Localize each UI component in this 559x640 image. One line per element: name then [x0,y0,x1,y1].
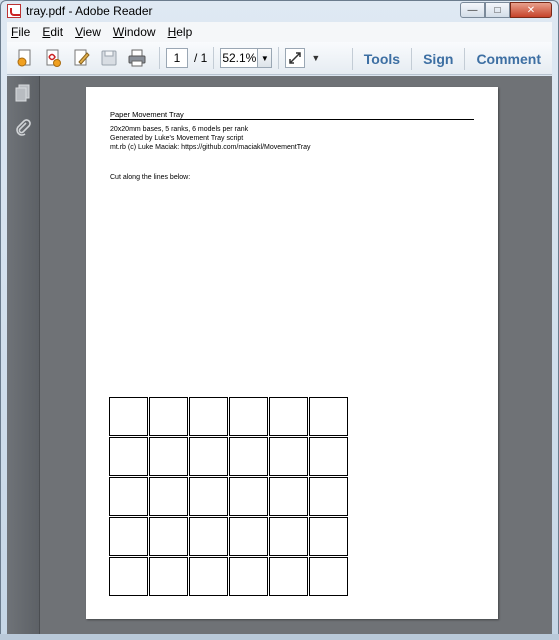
menu-help[interactable]: Help [167,25,193,39]
tray-cell [269,557,308,596]
toolbar-separator [159,47,160,69]
sign-button[interactable]: Sign [423,50,454,67]
close-button[interactable]: ✕ [510,2,552,18]
expand-arrows-icon [288,51,302,65]
tray-cell [229,557,268,596]
open-file-icon[interactable] [13,46,37,70]
tray-cell [109,517,148,556]
fit-page-button[interactable] [285,48,305,68]
tray-cell [309,477,348,516]
chevron-down-icon: ▼ [260,53,269,63]
tray-cell [149,517,188,556]
page-total-label: / 1 [194,51,208,65]
tray-cell [189,397,228,436]
tray-cell [269,437,308,476]
tray-cell [149,397,188,436]
tray-cell [269,517,308,556]
right-panel-links [352,42,552,75]
tray-cell [149,557,188,596]
create-pdf-icon[interactable] [41,46,65,70]
title-divider [110,119,474,120]
window-controls [460,2,552,18]
tray-cell [269,477,308,516]
movement-tray-grid [109,397,348,596]
zoom-input[interactable]: 52.1% [220,48,258,68]
document-line: mt.rb (c) Luke Maciak: https://github.com/maciakl/MovementTray [110,144,311,151]
edit-pdf-icon[interactable] [69,46,93,70]
window-bottom-border [0,634,559,640]
tray-cell [189,437,228,476]
tools-button[interactable]: Tools [363,50,401,67]
tray-cell [229,517,268,556]
tray-cell [149,477,188,516]
page-thumbnails-icon[interactable] [15,84,31,102]
document-area[interactable] [39,76,552,635]
pdf-file-icon [7,4,21,18]
menu-window[interactable]: Window [112,25,156,39]
pdf-page [86,87,498,619]
navigation-pane [7,76,39,635]
minimize-button[interactable]: — [460,2,485,18]
cut-instruction: Cut along the lines below: [110,174,191,181]
document-line: 20x20mm bases, 5 ranks, 6 models per rank [110,126,249,133]
tray-cell [229,397,268,436]
tray-cell [189,557,228,596]
toolbar-separator [278,47,279,69]
comment-button[interactable]: Comment [476,50,541,67]
tray-cell [109,557,148,596]
maximize-button[interactable]: □ [485,2,510,18]
tray-cell [189,477,228,516]
document-title: Paper Movement Tray [110,110,184,119]
window-title: tray.pdf - Adobe Reader [26,4,153,18]
tray-cell [229,477,268,516]
document-line: Generated by Luke's Movement Tray script [110,135,244,142]
page-number-input[interactable]: 1 [166,48,188,68]
tray-cell [309,437,348,476]
title-bar[interactable] [1,1,558,21]
zoom-dropdown-button[interactable] [258,48,272,68]
save-icon[interactable] [97,46,121,70]
tray-cell [109,477,148,516]
toolbar [7,42,552,75]
tray-cell [269,397,308,436]
tray-cell [189,517,228,556]
attachments-icon[interactable] [15,118,31,136]
toolbar-separator [213,47,214,69]
tray-cell [309,397,348,436]
tray-cell [109,397,148,436]
tray-cell [229,437,268,476]
print-icon[interactable] [125,46,149,70]
tray-cell [109,437,148,476]
menu-bar [7,22,552,42]
tray-cell [309,557,348,596]
menu-file[interactable]: File [11,25,31,39]
menu-edit[interactable]: Edit [42,25,64,39]
tray-cell [149,437,188,476]
toolbar-options-dropdown[interactable]: ▼ [311,53,321,63]
menu-view[interactable]: View [75,25,101,39]
tray-cell [309,517,348,556]
